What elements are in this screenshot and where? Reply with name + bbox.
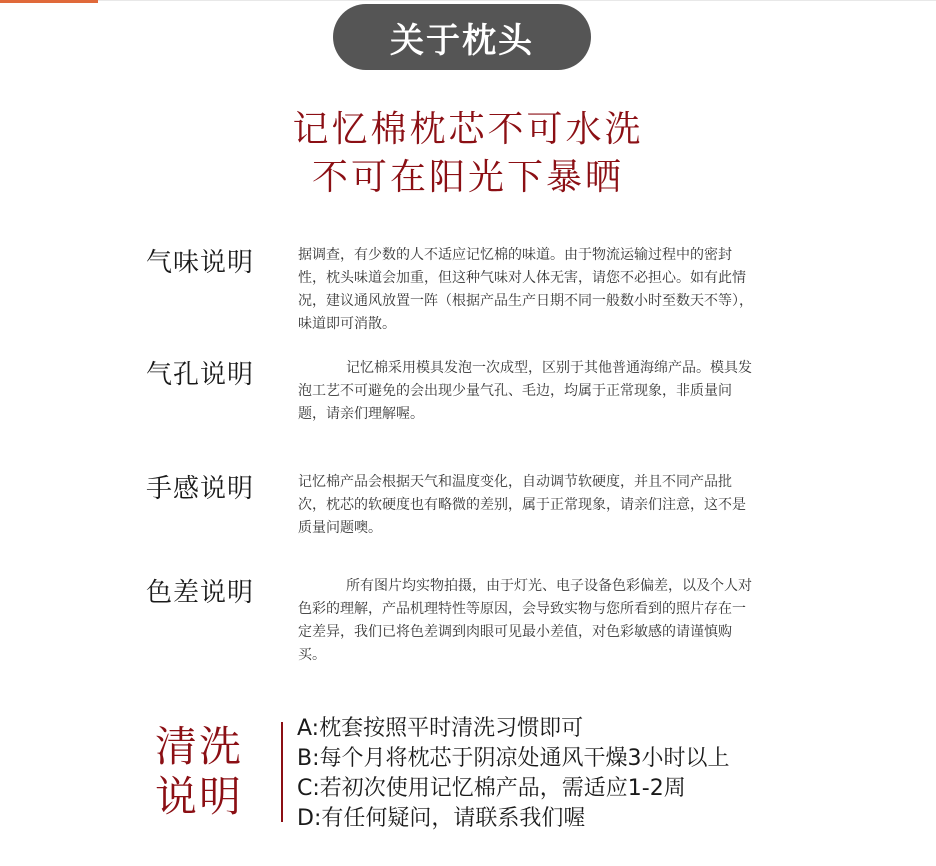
cleaning-divider [281,722,283,822]
headline-line-2: 不可在阳光下暴晒 [311,157,624,198]
section-title-pill [333,4,591,70]
section-title: 关于枕头 [390,20,534,61]
color-diff-label: 色差说明 [146,578,255,608]
top-divider [98,0,936,1]
cleaning-list [297,714,917,834]
pores-label: 气孔说明 [146,360,255,390]
top-accent-bar [0,0,98,3]
odor-label: 气味说明 [146,248,255,278]
pores-text: 记忆棉采用模具发泡一次成型，区别于其他普通海绵产品。模具发泡工艺不可避免的会出现少量气孔、毛边，均属于正常现象，非质量问题，请亲们理解喔。 [298,360,752,422]
feel-label: 手感说明 [146,474,255,504]
headline-line-1: 记忆棉枕芯不可水洗 [292,109,644,150]
color-diff-text: 所有图片均实物拍摄，由于灯光、电子设备色彩偏差，以及个人对色彩的理解，产品机理特性等原因，会导致实物与您所看到的照片存在一定差异，我们已将色差调到肉眼可见最小差值，对色彩敏感的请谨慎购买。 [298,578,752,663]
cleaning-item-d: D:有任何疑问，请联系我们喔 [297,806,586,831]
feel-text: 记忆棉产品会根据天气和温度变化，自动调节软硬度，并且不同产品批次，枕芯的软硬度也有略微的差别，属于正常现象，请亲们注意，这不是质量问题噢。 [298,474,746,536]
cleaning-item-a: A:枕套按照平时清洗习惯即可 [297,716,584,741]
odor-text: 据调查，有少数的人不适应记忆棉的味道。由于物流运输过程中的密封性，枕头味道会加重，但这种气味对人体无害，请您不必担心。如有此情况，建议通风放置一阵（根据产品生产日期不同一般数小时至数天不等），味道即可消散。 [298,247,753,332]
cleaning-item-b: B:每个月将枕芯于阴凉处通风干燥3小时以上 [297,746,730,771]
cleaning-label: 清洗说明 [155,722,244,821]
cleaning-item-c: C:若初次使用记忆棉产品，需适应1-2周 [297,776,686,801]
